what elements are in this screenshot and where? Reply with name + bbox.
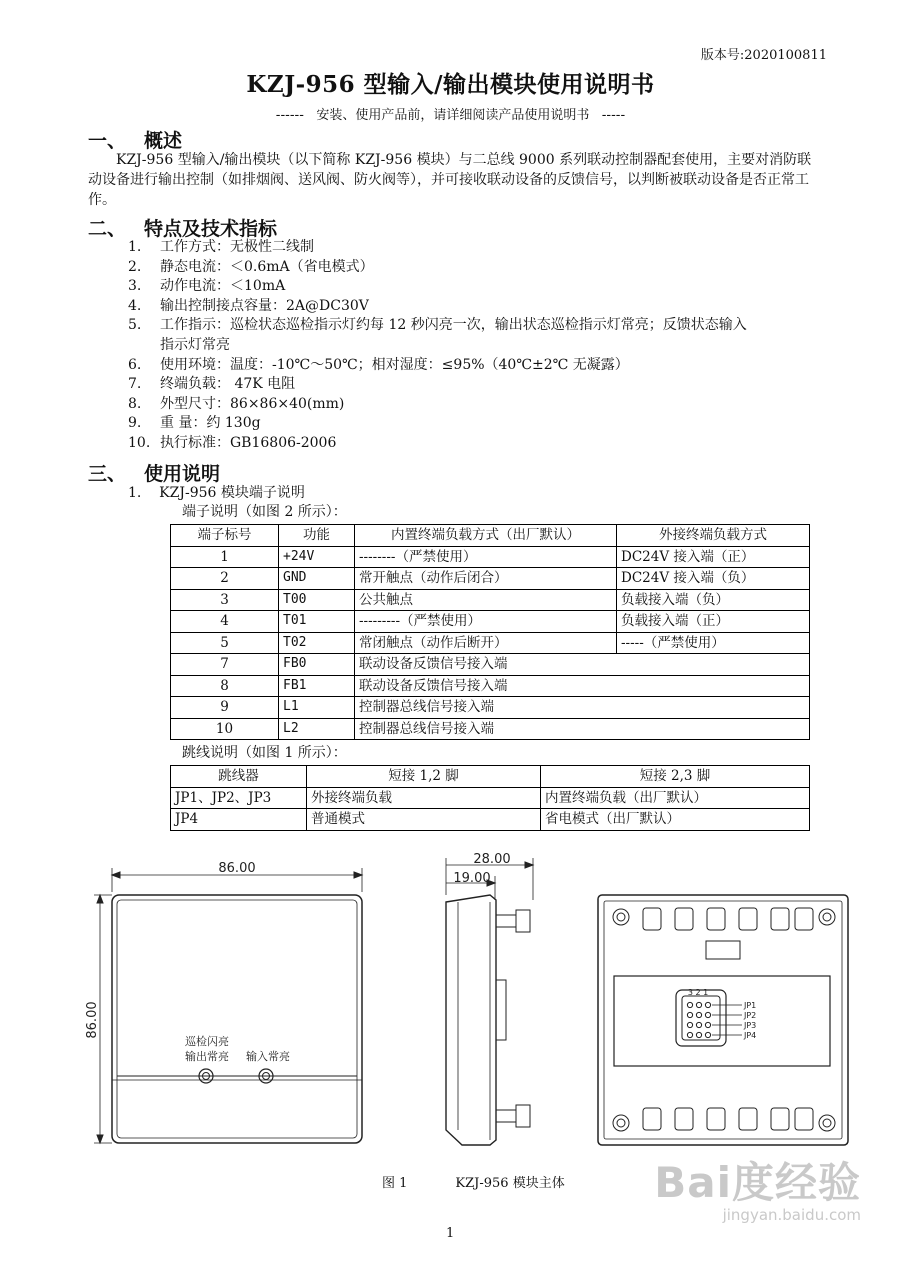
dim-height-label: 86.00: [85, 1001, 100, 1039]
jumper-block: [676, 990, 726, 1046]
side-view: [446, 852, 533, 1145]
table-row: [171, 546, 810, 568]
table-cell: 联动设备反馈信号接入端: [355, 675, 810, 697]
section-2-title: 特点及技术指标: [144, 218, 278, 240]
table-cell: 2: [171, 568, 279, 590]
table-cell: 3: [171, 589, 279, 611]
subsection-terminal: 1. KZJ-956 模块端子说明: [128, 485, 305, 501]
section-1-heading: [88, 126, 182, 153]
table-cell: T02: [279, 632, 355, 654]
figure-caption: [382, 1172, 565, 1191]
spec-item: 2. 静态电流：＜0.6mA（省电模式）: [128, 258, 374, 275]
led1-label-line1: 巡检闪亮: [185, 1035, 229, 1048]
terminal-row-top: [643, 908, 813, 930]
table-header-row: [171, 525, 810, 547]
table-header: 短接 2,3 脚: [541, 766, 810, 788]
table-cell: 省电模式（出厂默认）: [541, 809, 810, 831]
spec-item: 1. 工作方式：无极性二线制: [128, 239, 314, 255]
version-number: 版本号:2020100811: [700, 48, 827, 63]
table-row: [171, 632, 810, 654]
table-header: 短接 1,2 脚: [307, 766, 541, 788]
section-3-heading: [88, 459, 220, 486]
table-cell: 10: [171, 718, 279, 740]
table-cell: 负载接入端（正）: [617, 611, 810, 633]
table-cell: FB0: [279, 654, 355, 676]
table-header: 外接终端负载方式: [617, 525, 810, 547]
table-row: [171, 697, 810, 719]
section-2-number: 二、: [88, 218, 127, 240]
table-cell: 8: [171, 675, 279, 697]
table-cell: 公共触点: [355, 589, 617, 611]
terminal-row-bottom: [643, 1108, 813, 1130]
table-cell: DC24V 接入端（负）: [617, 568, 810, 590]
table-row: [171, 611, 810, 633]
section-2-heading: [88, 214, 277, 241]
table-header: 端子标号: [171, 525, 279, 547]
jp2-label: JP2: [744, 1011, 757, 1020]
led1-label-line2: 输出常亮: [185, 1050, 229, 1063]
table-header-row: [171, 766, 810, 788]
dim-depth-total-label: 28.00: [473, 852, 511, 867]
spec-item: 3. 动作电流：＜10mA: [128, 278, 286, 295]
figure-title: KZJ-956 模块主体: [455, 1176, 565, 1191]
screw-hole: [613, 1115, 629, 1131]
table-cell: 4: [171, 611, 279, 633]
front-view: [85, 861, 362, 1143]
table-cell: +24V: [279, 546, 355, 568]
jumper-caption: 跳线说明（如图 1 所示）：: [182, 745, 347, 761]
table-row: [171, 787, 810, 809]
screw-hole: [819, 909, 835, 925]
table-row: [171, 568, 810, 590]
table-cell: ---------（严禁使用）: [355, 611, 617, 633]
jp4-label: JP4: [744, 1031, 757, 1040]
screw-hole: [613, 909, 629, 925]
table-cell: 控制器总线信号接入端: [355, 697, 810, 719]
terminal-caption: 端子说明（如图 2 所示）：: [182, 504, 347, 520]
table-cell: --------（严禁使用）: [355, 546, 617, 568]
back-view: [598, 895, 848, 1145]
table-cell: FB1: [279, 675, 355, 697]
watermark-url: jingyan.baidu.com: [722, 1206, 861, 1224]
table-cell: 内置终端负载（出厂默认）: [541, 787, 810, 809]
document-subtitle: ------ 安装、使用产品前，请详细阅读产品使用说明书 -----: [275, 108, 626, 123]
label-area: [614, 976, 830, 1066]
jumper-table: [170, 765, 810, 831]
led2-label: 输入常亮: [246, 1050, 290, 1063]
table-header: 功能: [279, 525, 355, 547]
section-3-title: 使用说明: [144, 463, 221, 485]
table-header: 内置终端负载方式（出厂默认）: [355, 525, 617, 547]
table-cell: GND: [279, 568, 355, 590]
table-header: 跳线器: [171, 766, 307, 788]
spec-list: [128, 238, 828, 454]
document-title: KZJ-956 型输入/输出模块使用说明书: [246, 71, 655, 98]
table-cell: -----（严禁使用）: [617, 632, 810, 654]
section-3-number: 三、: [88, 463, 127, 485]
spec-item: 7. 终端负载： 47K 电阻: [128, 376, 296, 393]
table-cell: JP1、JP2、JP3: [171, 787, 307, 809]
page-number: 1: [446, 1226, 455, 1241]
table-cell: L1: [279, 697, 355, 719]
terminal-table: [170, 524, 810, 740]
spec-item: 6. 使用环境：温度：-10℃～50℃；相对湿度：≤95%（40℃±2℃ 无凝露）: [128, 356, 629, 373]
table-cell: 负载接入端（负）: [617, 589, 810, 611]
table-cell: 联动设备反馈信号接入端: [355, 654, 810, 676]
table-cell: L2: [279, 718, 355, 740]
jp1-label: JP1: [744, 1001, 757, 1010]
spec-item: 9. 重 量：约 130g: [128, 415, 261, 432]
spec-item: 8. 外型尺寸：86×86×40(mm): [128, 395, 345, 412]
section-1-number: 一、: [88, 130, 127, 152]
spec-item-continuation: 指示灯常亮: [160, 336, 230, 353]
table-cell: 5: [171, 632, 279, 654]
table-row: [171, 654, 810, 676]
table-cell: 9: [171, 697, 279, 719]
screw-hole: [819, 1115, 835, 1131]
table-cell: 常闭触点（动作后断开）: [355, 632, 617, 654]
table-cell: 常开触点（动作后闭合）: [355, 568, 617, 590]
overview-paragraph: KZJ-956 型输入/输出模块（以下简称 KZJ-956 模块）与二总线 9000 系列联动控制器配套使用，主要对消防联动设备进行输出控制（如排烟阀、送风阀、防火阀等），并可接收联动设备的反馈信号，以判断被联动设备是否正常工作。: [88, 152, 812, 208]
table-row: [171, 675, 810, 697]
jumper-pin-numbers: 3 2 1: [687, 988, 709, 997]
table-cell: DC24V 接入端（正）: [617, 546, 810, 568]
spec-item: 5. 工作指示：巡检状态巡检指示灯约每 12 秒闪亮一次，输出状态巡检指示灯常亮；反馈状态输入: [128, 317, 747, 334]
table-cell: T00: [279, 589, 355, 611]
spec-item: 4. 输出控制接点容量：2A@DC30V: [128, 297, 369, 314]
table-cell: 7: [171, 654, 279, 676]
connector-slot: [706, 941, 740, 959]
table-cell: 1: [171, 546, 279, 568]
table-row: [171, 718, 810, 740]
module-figure: [0, 840, 901, 1170]
table-cell: T01: [279, 611, 355, 633]
section-1-title: 概述: [144, 130, 183, 152]
table-cell: 控制器总线信号接入端: [355, 718, 810, 740]
table-row: [171, 809, 810, 831]
dim-width-label: 86.00: [218, 861, 256, 876]
spec-item: 10. 执行标准：GB16806-2006: [128, 434, 337, 451]
jp3-label: JP3: [744, 1021, 757, 1030]
watermark-logo: Bai度经验: [654, 1158, 861, 1207]
dim-depth-base-label: 19.00: [453, 871, 491, 886]
table-row: [171, 589, 810, 611]
table-cell: JP4: [171, 809, 307, 831]
baidu-watermark: [654, 1150, 861, 1224]
figure-number: 图 1: [382, 1176, 408, 1191]
table-cell: 普通模式: [307, 809, 541, 831]
table-cell: 外接终端负载: [307, 787, 541, 809]
